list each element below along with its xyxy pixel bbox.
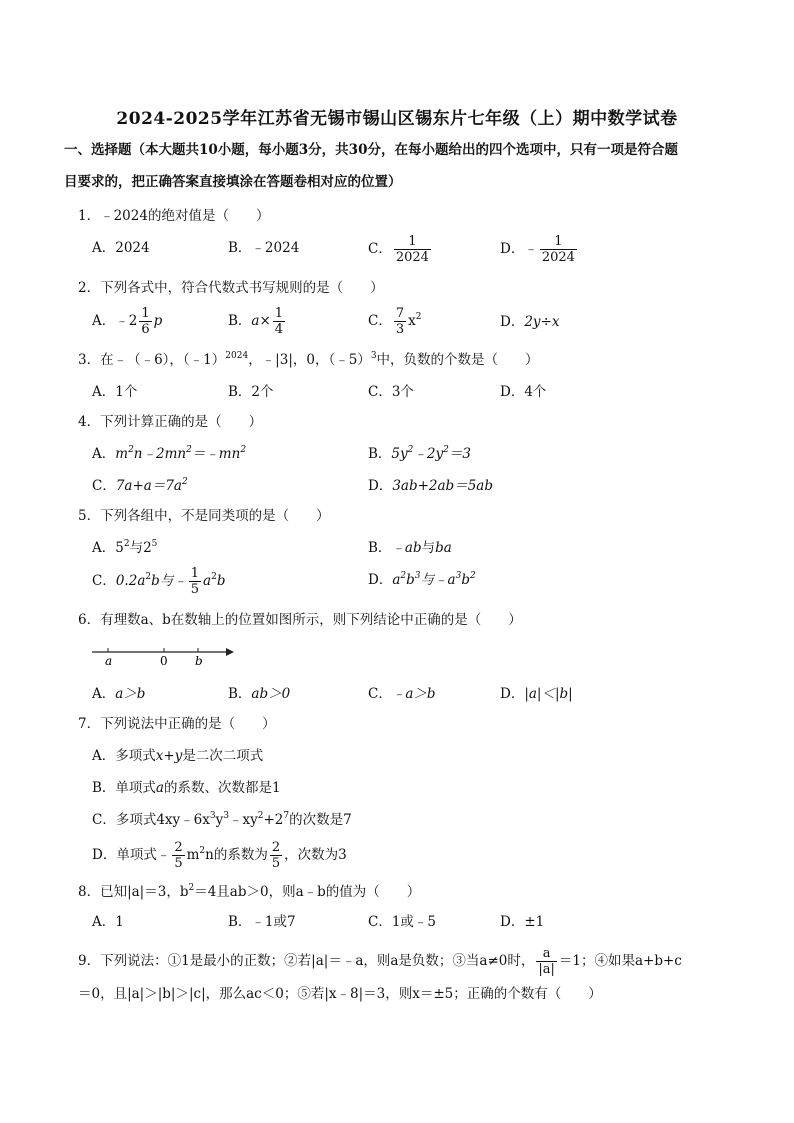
q7-d-part2: m [186, 847, 200, 863]
q4-stem: 4．下列计算正确的是（ ） [78, 414, 263, 430]
q5-d-exp1: 2 [400, 571, 407, 581]
q4-b-label: B． [368, 446, 392, 462]
q7-d-denominator1: 5 [174, 856, 183, 871]
q7-c-exp1: 3 [209, 811, 216, 821]
q3-stem-part1: 3．在﹣（﹣6），（﹣1） [78, 352, 226, 368]
q9-line1-part2: ＝1；④如果a+b+c [558, 953, 682, 969]
q5-b-part1: ﹣ab [391, 540, 422, 556]
q4-a-part1: m [115, 446, 129, 462]
q5-c-part3: a [203, 573, 212, 589]
q9-numerator: a [536, 946, 557, 962]
q4-b-part2: ﹣2y [413, 446, 444, 462]
q1-stem: 1．﹣2024的绝对值是（ ） [78, 208, 270, 224]
q2-d-expression: 2y÷x [524, 314, 560, 330]
q2-c-label: C． [368, 313, 392, 329]
q5-d-part2: b [406, 572, 415, 588]
q2-option-b [228, 306, 287, 337]
q2-option-d [500, 312, 559, 332]
q5-c-numerator: 1 [190, 566, 200, 581]
q3-option-a: A．1个 [92, 384, 138, 400]
label-b: b [195, 654, 203, 668]
q4-a-part2: n﹣2mn [133, 446, 187, 462]
q4-b-part3: ＝3 [448, 446, 471, 462]
q8-option-c: C．1或﹣5 [368, 914, 437, 930]
q2-b-fraction [273, 306, 285, 337]
q4-b-part1: 5y [391, 446, 408, 462]
q7-c-exp4: 7 [283, 811, 290, 821]
q9-line2: ＝0，且|a|＞|b|＞|c|，那么ac＜0；⑤若|x﹣8|＝3，则x＝±5；正确的个数有（ ） [78, 986, 602, 1002]
q1-option-c-label: C． [368, 241, 392, 257]
q5-d-part3: 与﹣a [420, 572, 456, 588]
section-instructions-line2: 目要求的，把正确答案直接填涂在答题卷相对应的位置） [64, 174, 402, 190]
q6-option-d [500, 684, 573, 704]
q4-b-exp1: 2 [407, 445, 414, 455]
q7-c-part1: C．多项式4xy﹣6x [92, 812, 210, 828]
q2-b-numerator: 1 [274, 306, 284, 321]
q7-a-part3: 是二次二项式 [182, 748, 264, 764]
q4-d-part1: 3ab+2ab＝5ab [392, 478, 493, 494]
q3-option-d: D．4个 [500, 384, 547, 400]
q2-b-denominator: 4 [274, 322, 284, 337]
q7-stem: 7．下列说法中正确的是（ ） [78, 716, 276, 732]
q6-c-label: C． [368, 686, 392, 702]
q3-stem-part2: ，﹣|3|，0，（﹣5） [248, 352, 371, 368]
q2-a-variable: p [153, 313, 163, 329]
q6-c-expression: ﹣a＞b [391, 686, 436, 702]
q6-b-expression: ab＞0 [251, 686, 291, 702]
q1-option-d-label: D．﹣ [500, 241, 538, 257]
label-zero: 0 [160, 654, 168, 668]
q7-c-part2: y [215, 812, 224, 828]
q5-d-label: D． [368, 572, 393, 588]
q7-c-part3: ﹣xy [228, 812, 258, 828]
q6-a-label: A． [92, 686, 116, 702]
q7-c-exp3: 2 [257, 811, 264, 821]
q3-exponent-3: 3 [370, 351, 377, 361]
q7-b-part1: B．单项式 [92, 780, 156, 796]
q4-a-part3: ＝﹣mn [191, 446, 241, 462]
q1-d-numerator: 1 [540, 234, 577, 250]
q5-c-exp3: 2 [211, 572, 217, 582]
q2-b-variable: a× [251, 313, 271, 329]
q7-b-part2: a [155, 780, 164, 796]
q4-d-label: D． [368, 478, 393, 494]
q8-option-b: B．﹣1或7 [228, 914, 296, 930]
q7-option-c [92, 810, 352, 830]
q5-a-part2: 与2 [129, 540, 152, 556]
q7-d-part3: n的系数为 [205, 847, 268, 863]
q5-d-exp2: 3 [414, 571, 421, 581]
q5-c-part4: b [216, 573, 226, 589]
q5-option-a [92, 538, 157, 558]
q2-a-numerator: 1 [141, 306, 150, 321]
q5-a-label: A． [92, 540, 116, 556]
q4-option-c [92, 476, 188, 496]
q2-option-a [92, 306, 162, 337]
q8-stem [78, 882, 420, 902]
number-line-figure [92, 640, 242, 670]
q6-option-b [228, 684, 290, 704]
q7-a-part2: x+y [155, 748, 183, 764]
q9-line1 [78, 946, 682, 977]
q4-option-a [92, 444, 246, 464]
q1-option-b: B．﹣2024 [228, 240, 300, 256]
q7-c-part4: +2 [263, 812, 284, 828]
q8-option-d: D．±1 [500, 914, 545, 930]
q1-option-a: A．2024 [92, 240, 150, 256]
q3-option-c: C．3个 [368, 384, 414, 400]
q4-a-label: A． [92, 446, 116, 462]
q5-option-b [368, 538, 452, 558]
q8-option-a: A．1 [92, 914, 124, 930]
q4-option-d [368, 476, 493, 496]
q9-denominator: |a| [538, 962, 555, 977]
q5-a-exp1: 2 [123, 539, 130, 549]
q5-d-part1: a [392, 572, 401, 588]
q2-a-denominator: 6 [141, 322, 150, 337]
q5-d-exp4: 2 [469, 571, 476, 581]
q4-a-exp3: 2 [240, 445, 247, 455]
q4-c-part1: 7a+a＝7a [115, 478, 182, 494]
q2-d-label: D． [500, 314, 525, 330]
q1-d-denominator: 2024 [541, 250, 575, 265]
q8-stem-part1: 8．已知|a|＝3，b [78, 884, 189, 900]
q7-d-numerator2: 2 [271, 840, 281, 855]
q2-stem: 2．下列各式中，符合代数式书写规则的是（ ） [78, 280, 384, 296]
q6-stem: 6．有理数a、b在数轴上的位置如图所示，则下列结论中正确的是（ ） [78, 612, 522, 628]
number-line-arrow [226, 648, 234, 656]
q5-a-part1: 5 [115, 540, 124, 556]
q7-d-fraction1 [172, 840, 184, 871]
q5-option-c [92, 566, 226, 597]
q7-option-d [92, 840, 347, 871]
q7-d-exp2: 2 [199, 846, 206, 856]
page-title: 2024-2025学年江苏省无锡市锡山区锡东片七年级（上）期中数学试卷 [116, 109, 678, 129]
q6-a-expression: a＞b [115, 686, 146, 702]
q2-b-label: B． [228, 313, 252, 329]
q2-c-exponent: 2 [415, 312, 422, 322]
q7-d-fraction2 [270, 840, 282, 871]
q2-a-fraction [139, 306, 151, 337]
q7-d-part1: D．单项式﹣ [92, 847, 171, 863]
q3-option-b: B．2个 [228, 384, 274, 400]
q4-a-exp2: 2 [186, 445, 192, 455]
section-instructions-line1: 一、选择题（本大题共10小题，每小题3分，共30分，在每小题给出的四个选项中，只有一项是符合题 [64, 142, 678, 158]
q5-d-part4: b [461, 572, 470, 588]
q2-option-c [368, 306, 421, 337]
q5-d-exp3: 3 [455, 571, 462, 581]
q6-d-expression: |a|＜|b| [524, 686, 573, 702]
q5-c-part2: b与﹣ [151, 573, 187, 589]
q1-option-d [500, 234, 579, 265]
q7-d-numerator1: 2 [174, 840, 183, 855]
q5-b-part2: 与 [421, 540, 436, 556]
q7-c-exp2: 3 [223, 811, 229, 821]
q5-c-part1: 0.2a [115, 573, 146, 589]
q5-b-part3: ba [435, 540, 452, 556]
q3-exponent-2024: 2024 [225, 351, 249, 361]
q4-option-b [368, 444, 471, 464]
q6-option-a [92, 684, 145, 704]
q1-option-c-fraction [394, 234, 431, 265]
q5-c-label: C． [92, 573, 116, 589]
q2-c-fraction [394, 306, 406, 337]
q1-c-denominator: 2024 [395, 250, 429, 265]
q6-d-label: D． [500, 686, 525, 702]
q5-c-exp1: 2 [145, 572, 152, 582]
q5-option-d [368, 570, 476, 590]
q4-b-exp2: 2 [443, 445, 449, 455]
q5-a-exp2: 5 [151, 539, 158, 549]
q1-option-d-fraction [540, 234, 577, 265]
q7-d-denominator2: 5 [271, 856, 281, 871]
q8-stem-exp: 2 [188, 883, 195, 893]
q7-c-part5: 的次数是7 [289, 812, 352, 828]
q2-a-label: A．﹣2 [92, 313, 138, 329]
q7-b-part3: 的系数、次数都是1 [163, 780, 281, 796]
q2-c-variable: x [408, 313, 416, 329]
q7-option-b [92, 778, 281, 798]
q7-d-part4: ，次数为3 [284, 847, 347, 863]
q4-a-exp1: 2 [128, 445, 134, 455]
q8-stem-part2: ＝4且ab＞0，则a﹣b的值为（ ） [194, 884, 421, 900]
q2-c-denominator: 3 [395, 322, 405, 337]
q7-a-part1: A．多项式 [92, 748, 156, 764]
q9-fraction [536, 946, 557, 977]
q3-stem-part3: 中，负数的个数是（ ） [376, 352, 539, 368]
q9-line1-part1: 9．下列说法：①1是最小的正数；②若|a|＝﹣a，则a是负数；③当a≠0时， [78, 953, 535, 969]
q1-option-c [368, 234, 433, 265]
label-a: a [105, 654, 113, 668]
q5-stem: 5．下列各组中，不是同类项的是（ ） [78, 508, 330, 524]
q2-c-numerator: 7 [395, 306, 405, 321]
q4-c-label: C． [92, 478, 116, 494]
q5-b-label: B． [368, 540, 392, 556]
q6-b-label: B． [228, 686, 252, 702]
q1-c-numerator: 1 [394, 234, 431, 250]
q7-option-a [92, 746, 263, 766]
q4-c-exp1: 2 [181, 477, 188, 487]
q6-option-c [368, 684, 436, 704]
q5-c-denominator: 5 [190, 582, 200, 597]
q3-stem [78, 350, 539, 370]
q5-c-fraction [189, 566, 201, 597]
